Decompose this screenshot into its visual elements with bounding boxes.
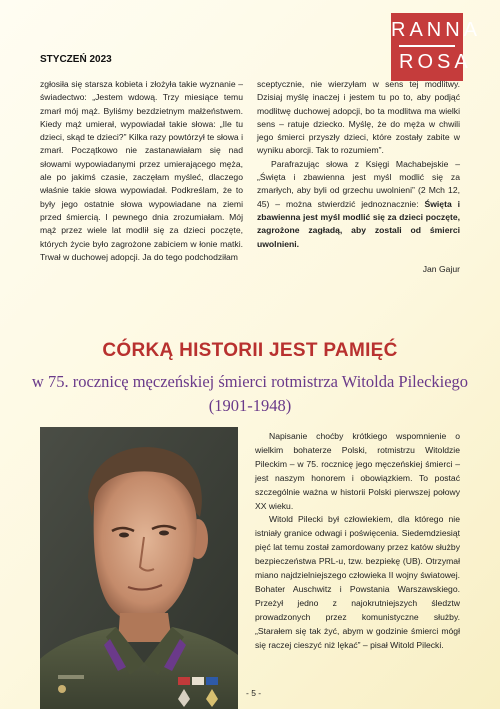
- article2-paragraph-1: Napisanie choćby krótkiego wspomnienie o wielkim bohaterze Polski, rotmistrzu Witoldzie Pileckim – w 75. rocznicę jego męczeńskiej śmierci – jest naszym honorem i obowiązkiem. To postać szczególnie ważna w historii Polski pierwszej połowy XX wieku.: [255, 431, 460, 511]
- article1-paragraph: zgłosiła się starsza kobieta i złożyła takie wyznanie – świadectwo: „Jestem wdową. Trzy miesiące temu zmarł mój mąż. Byliśmy bezdzietnym małżeństwem. Kiedy mąż umierał, wypowiadał takie słowa: „Ile tu dzieci, skąd te dzieci?” Kilka razy powtórzył te słowa i zmarł. Początkowo nie zastanawiałam się nad słowami wypowiadanymi przez umierającego męża, ale po jakimś czasie, zaczęłam myśleć, dlaczego właśnie takie słowa wypowiadał. Podkreślam, że to były jego ostatnie słowa wypowiadane na ziemi przed śmiercią. I pewnego dnia zrozumiałam. Mój mąż przez wiele lat modlił się za dzieci poczęte, których życie było zagrożone zabiciem w łonie matki. Trwał w duchowej adopcji. Ja do tego podchodziłam: [40, 79, 243, 262]
- article1-column-1: [40, 78, 243, 264]
- logo-line-1: RANNA: [391, 19, 482, 41]
- article1-quote-text: Parafrazując słowa z Księgi Machabejskie – „Święta i zbawienna jest myśl modlić się za zmarłych, aby byli od grzechu uwolnieni” (2 Mch 12, 45) – można stwierdzić jednoznacznie:: [257, 158, 460, 209]
- article1-paragraph: [257, 158, 460, 251]
- portrait-photo: [40, 427, 238, 709]
- article1-paragraph: sceptycznie, nie wierzyłam w sens tej modlitwy. Dzisiaj myślę inaczej i jestem tu po to, aby podjąć modlitwę duchowej adopcji, bo ta modlitwa ma wielki sens – ratuje dziecko. Myślę, że do męża w chwili jego śmierci przyszły dzieci, które zostały zabite w wyniku aborcji. Tak to rozumiem”.: [257, 79, 460, 156]
- article2-title: CÓRKĄ HISTORII JEST PAMIĘĆ: [102, 340, 398, 361]
- portrait-illustration: [40, 427, 238, 709]
- logo-line-2: ROSA: [399, 45, 455, 73]
- magazine-logo: [391, 13, 482, 81]
- article2-subtitle: [20, 370, 480, 418]
- article1-bold-conclusion: Święta i zbawienna jest myśl modlić się za dzieci poczęte, zagrożone zagładą, aby zostali od śmierci uwolnieni.: [257, 198, 460, 249]
- article2-paragraph-2: Witold Pilecki był człowiekiem, dla którego nie istniały granice odwagi i poświęcenia. Siedemdziesiąt pięć lat temu został zamordowany przez katów służby bezpieczeństwa PRL-u, tzw. bezpiekę (UB). Otrzymał miano najdzielniejszego człowieka II wojny światowej. Bohater Auschwitz i Powstania Warszawskiego. Przeżył jedno z najokrutniejszych śledztw prowadzonych przez komunistyczne służby. „Starałem się tak żyć, abym w godzinie śmierci mógł się raczej cieszyć niż lękać” – pisał Witold Pilecki.: [255, 514, 460, 650]
- issue-date: STYCZEŃ 2023: [40, 54, 112, 65]
- article2-subtitle-line-2: (1901-1948): [208, 396, 292, 415]
- article2-subtitle-line-1: w 75. rocznicę męczeńskiej śmierci rotmistrza Witolda Pileckiego: [31, 372, 469, 391]
- page-number: - 5 -: [246, 688, 262, 698]
- article1-author: Jan Gajur: [422, 263, 460, 274]
- article1-column-2: [257, 78, 460, 276]
- article2-body: [255, 430, 460, 653]
